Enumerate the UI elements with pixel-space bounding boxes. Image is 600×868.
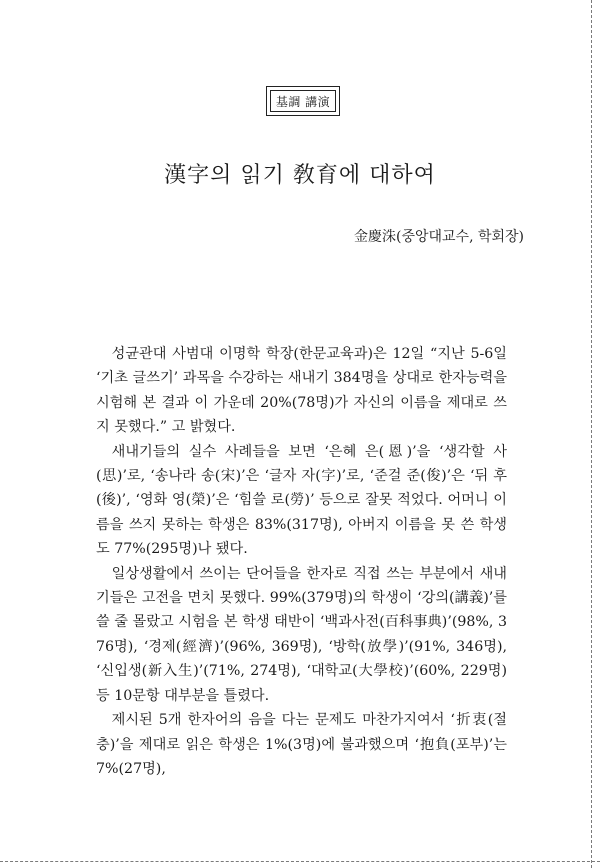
paragraph: 일상생활에서 쓰이는 단어들을 한자로 직접 쓰는 부분에서 새내기들은 고전을 면치 못했다. 99%(379명)의 학생이 ‘강의(講義)’를 쓸 줄 몰랐고 시험을 본 학생 태반이 ‘백과사전(百科事典)’(98%, 376명), ‘경제(經濟)’(96%, 369명), ‘방학(放學)’(91%, 346명), ‘신입생(新入生)’(71%, 274명), ‘대학교(大學校)’(60%, 229명) 등 10문항 대부분을 틀렸다. [96, 565, 507, 704]
section-tag: 基調 講演 [270, 90, 336, 112]
article-title: 漢字의 읽기 敎育에 대하여 [164, 163, 436, 188]
page-edge-bottom [0, 861, 600, 862]
paragraph: 새내기들의 실수 사례들을 보면 ‘은혜 은(恩)’을 ‘생각할 사(思)’로, ‘송나라 송(宋)’은 ‘글자 자(字)’로, ‘준걸 준(俊)’은 ‘뒤 후(後)’, ‘영화 영(榮)’은 ‘힘쓸 로(勞)’ 등으로 잘못 적었다. 어머니 이름을 쓰지 못하는 학생은 83%(317명), 아버지 이름을 못 쓴 학생도 77%(295명)나 됐다. [96, 443, 507, 558]
author-line: 金慶洙(중앙대교수, 학회장) [353, 229, 524, 245]
article-body [96, 342, 507, 781]
section-tag-box [266, 86, 340, 116]
paragraph: 제시된 5개 한자어의 음을 다는 문제도 마찬가지여서 ‘折衷(절충)’을 제대로 읽은 학생은 1%(3명)에 불과했으며 ‘抱負(포부)’는 7%(27명), [96, 712, 507, 777]
page-edge-right [591, 0, 592, 868]
paragraph: 성균관대 사범대 이명학 학장(한문교육과)은 12일 “지난 5-6일 ‘기초 글쓰기’ 과목을 수강하는 새내기 384명을 상대로 한자능력을 시험해 본 결과 이 가운데 20%(78명)가 자신의 이름을 제대로 쓰지 못했다.” 고 밝혔다. [96, 346, 507, 436]
